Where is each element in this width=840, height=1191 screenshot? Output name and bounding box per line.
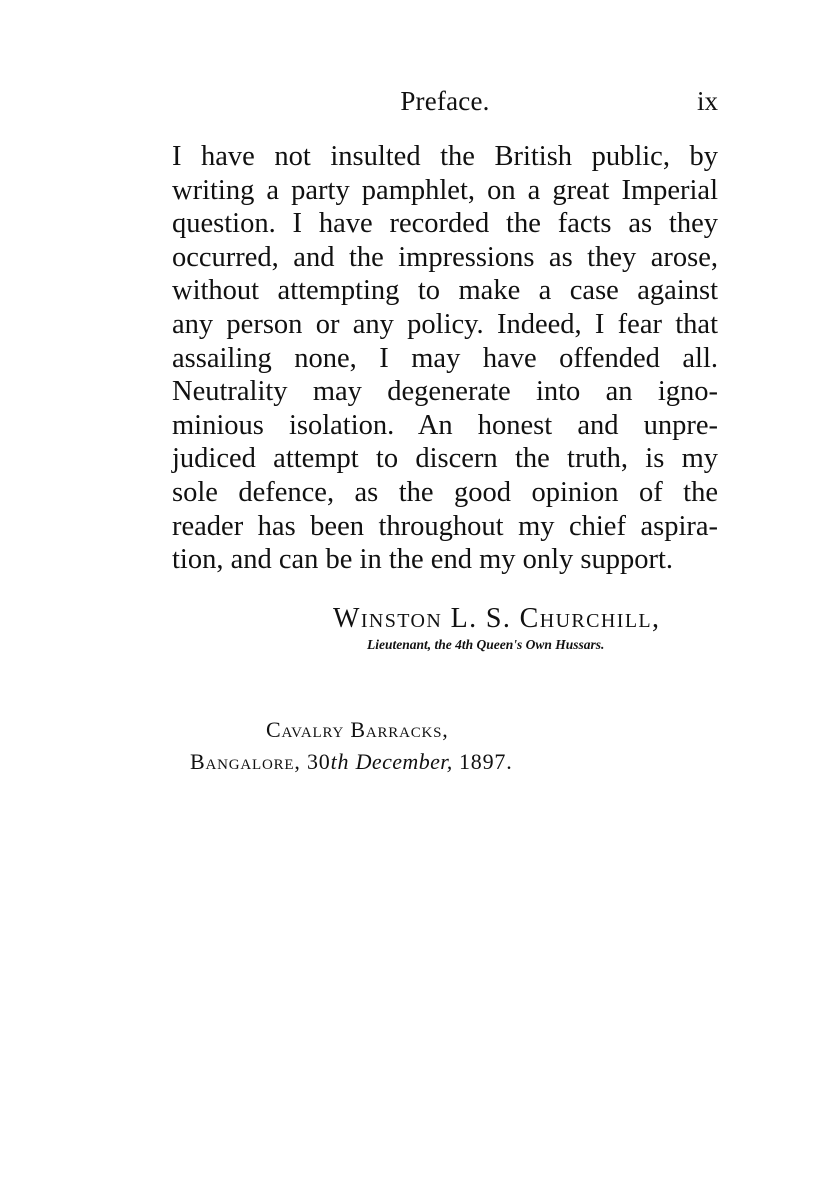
preface-paragraph bbox=[172, 140, 718, 577]
text-line: I have not insulted the British public, by bbox=[172, 141, 718, 172]
text-line: any person or any policy. Indeed, I fear that bbox=[172, 308, 718, 340]
text-line: judiced attempt to discern the truth, is my bbox=[172, 443, 718, 475]
date-day: 30th bbox=[306, 749, 350, 774]
text-line: minious isolation. An honest and unpre- bbox=[172, 409, 718, 441]
text-line: assailing none, I may have offended all. bbox=[172, 342, 718, 374]
text-line: Neutrality may degenerate into an igno- bbox=[172, 376, 718, 408]
author-name: Winston L. S. Churchill, bbox=[333, 603, 661, 634]
text-line: occurred, and the impressions as they arose, bbox=[172, 241, 718, 273]
running-head bbox=[172, 86, 718, 120]
date-month: December, bbox=[355, 749, 453, 774]
text-line: sole defence, as the good opinion of the bbox=[172, 476, 718, 508]
page-number: ix bbox=[696, 86, 718, 116]
dateline bbox=[190, 717, 610, 775]
text-line: question. I have recorded the facts as they bbox=[172, 208, 718, 240]
text-line: without attempting to make a case against bbox=[172, 275, 718, 307]
author-rank: Lieutenant, the 4th Queen's Own Hussars. bbox=[367, 637, 605, 652]
text-line: tion, and can be in the end my only support. bbox=[172, 544, 674, 576]
running-title: Preface. bbox=[400, 86, 490, 116]
text-line: reader has been throughout my chief aspira- bbox=[172, 510, 718, 542]
place-line-2: Bangalore, bbox=[190, 749, 301, 774]
place-line-1: Cavalry Barracks, bbox=[266, 717, 449, 742]
date-year: 1897. bbox=[459, 749, 513, 774]
signature-block bbox=[333, 603, 713, 653]
place-date-line bbox=[190, 749, 610, 775]
text-line: writing a party pamphlet, on a great Imperial bbox=[172, 174, 718, 206]
